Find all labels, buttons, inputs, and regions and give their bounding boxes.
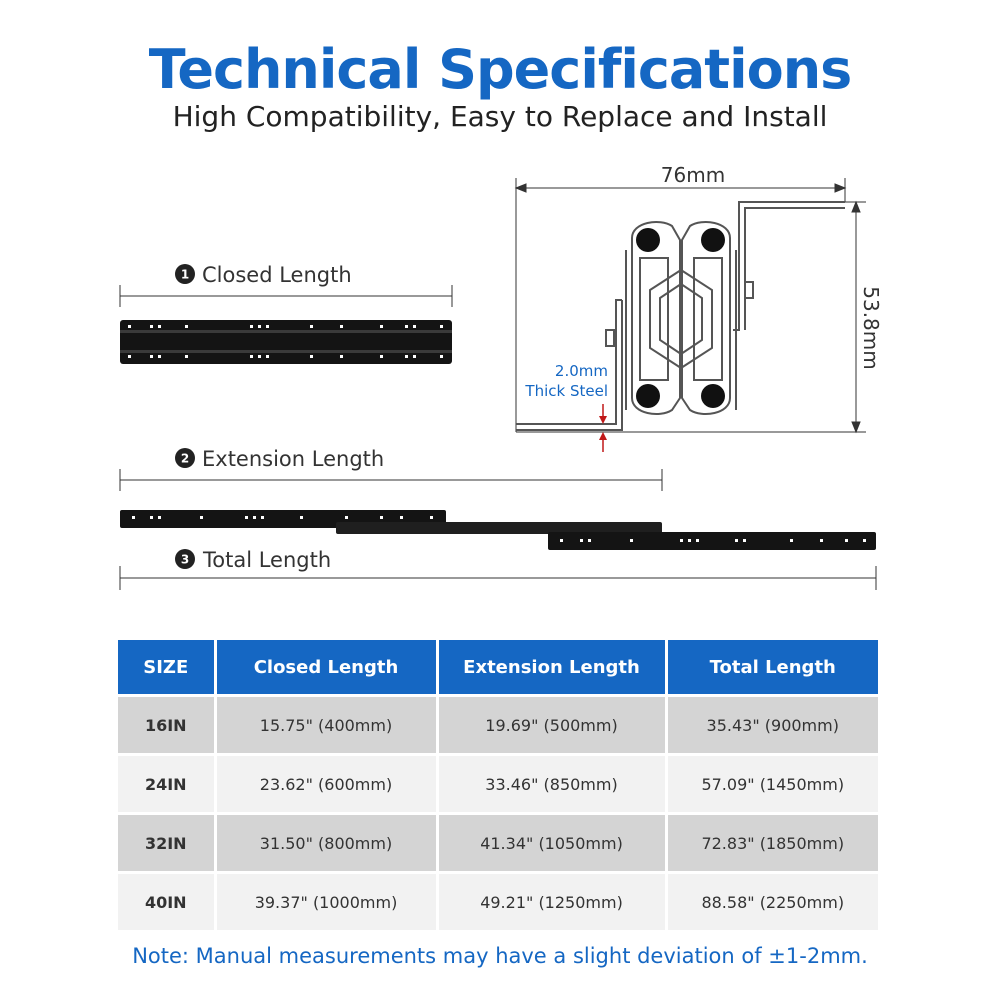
number-1: 1 bbox=[180, 267, 190, 282]
extension-length-cell: 19.69" (500mm) bbox=[437, 696, 666, 755]
closed-slide-image bbox=[120, 320, 452, 364]
total-length-cell: 35.43" (900mm) bbox=[666, 696, 878, 755]
total-length-cell: 88.58" (2250mm) bbox=[666, 873, 878, 931]
size-cell: 32IN bbox=[118, 814, 215, 873]
closed-length-dimension-line bbox=[120, 285, 452, 307]
number-3: 3 bbox=[180, 552, 190, 567]
size-cell: 24IN bbox=[118, 755, 215, 814]
extension-length-label bbox=[175, 447, 384, 471]
closed-length-cell: 39.37" (1000mm) bbox=[215, 873, 437, 931]
total-length-cell: 72.83" (1850mm) bbox=[666, 814, 878, 873]
table-header-row bbox=[118, 640, 878, 696]
header-closed-length: Closed Length bbox=[215, 640, 437, 696]
table-row bbox=[118, 755, 878, 814]
cross-section-diagram bbox=[516, 163, 883, 452]
total-length-text: Total Length bbox=[203, 548, 332, 572]
page-subtitle: High Compatibility, Easy to Replace and Install bbox=[172, 100, 828, 133]
thickness-label-2: Thick Steel bbox=[525, 382, 608, 400]
total-length-label bbox=[175, 548, 331, 572]
closed-length-text: Closed Length bbox=[202, 263, 352, 287]
thickness-arrows bbox=[599, 404, 607, 452]
extension-length-cell: 49.21" (1250mm) bbox=[437, 873, 666, 931]
extension-length-cell: 33.46" (850mm) bbox=[437, 755, 666, 814]
page-title: Technical Specifications bbox=[148, 38, 852, 101]
width-label: 76mm bbox=[660, 163, 726, 187]
table-row bbox=[118, 814, 878, 873]
closed-length-cell: 31.50" (800mm) bbox=[215, 814, 437, 873]
rail-profile bbox=[626, 222, 736, 414]
extension-length-dimension-line bbox=[120, 469, 662, 491]
height-label: 53.8mm bbox=[859, 286, 883, 370]
header-size: SIZE bbox=[118, 640, 215, 696]
specifications-table bbox=[118, 640, 878, 930]
total-length-cell: 57.09" (1450mm) bbox=[666, 755, 878, 814]
size-cell: 40IN bbox=[118, 873, 215, 931]
number-2: 2 bbox=[180, 451, 190, 466]
thickness-label: 2.0mm bbox=[554, 362, 608, 380]
header-extension-length: Extension Length bbox=[437, 640, 666, 696]
header-total-length: Total Length bbox=[666, 640, 878, 696]
closed-length-cell: 23.62" (600mm) bbox=[215, 755, 437, 814]
extension-length-cell: 41.34" (1050mm) bbox=[437, 814, 666, 873]
closed-length-label bbox=[175, 263, 352, 287]
size-cell: 16IN bbox=[118, 696, 215, 755]
extension-length-text: Extension Length bbox=[202, 447, 385, 471]
table-row bbox=[118, 873, 878, 931]
closed-length-cell: 15.75" (400mm) bbox=[215, 696, 437, 755]
extended-slide-image bbox=[120, 510, 876, 550]
table-row bbox=[118, 696, 878, 755]
measurement-note: Note: Manual measurements may have a slight deviation of ±1-2mm. bbox=[132, 944, 868, 968]
